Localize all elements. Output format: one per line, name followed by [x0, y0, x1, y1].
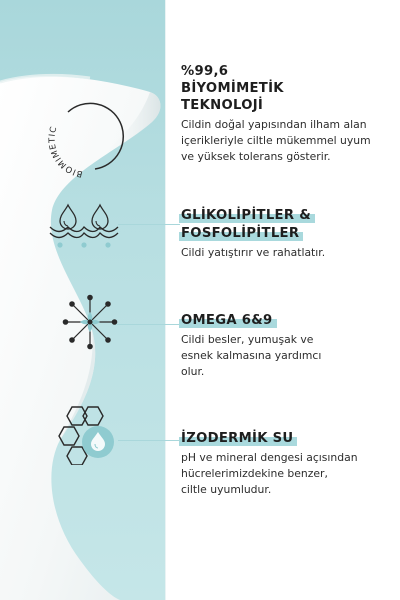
svg-text:BIOMIMETIC: [48, 125, 84, 179]
feature-lipids: [181, 206, 386, 261]
feature-desc-line: Cildin doğal yapısından ilham alan: [181, 118, 367, 131]
badge-text: BIOMIMETIC: [47, 125, 84, 179]
texture-panel: [0, 0, 165, 600]
feature-desc-line: olur.: [181, 365, 205, 378]
feature-desc-line: ve yüksek tolerans gösterir.: [181, 150, 331, 163]
feature-description: [181, 332, 386, 380]
feature-title-line: TEKNOLOJİ: [181, 98, 264, 113]
feature-title-line: OMEGA 6&9: [179, 311, 277, 329]
feature-title-line: GLİKOLİPİTLER &: [179, 206, 315, 224]
connector-line: [118, 440, 180, 441]
omega-flower-icon: [62, 294, 118, 350]
feature-desc-line: esnek kalmasına yardımcı: [181, 349, 322, 362]
feature-title-line: %99,6: [181, 64, 229, 79]
panel-divider: [165, 0, 166, 600]
feature-title-line: FOSFOLİPİTLER: [179, 224, 303, 242]
feature-title: [181, 311, 386, 329]
feature-title-line: İZODERMİK SU: [179, 429, 297, 447]
feature-desc-line: pH ve mineral dengesi açısından: [181, 451, 358, 464]
connector-line: [116, 324, 180, 325]
feature-description: [181, 117, 386, 165]
feature-desc-line: içerikleriyle ciltle mükemmel uyum: [181, 134, 371, 147]
hexagon-water-icon: [58, 405, 122, 465]
connector-line: [118, 224, 180, 225]
lipid-droplets-icon: [48, 203, 120, 249]
feature-description: [181, 450, 386, 498]
feature-isodermic-water: [181, 429, 386, 498]
feature-desc-line: Cildi yatıştırır ve rahatlatır.: [181, 246, 326, 259]
feature-description: [181, 245, 386, 261]
feature-biomimetic: [181, 63, 386, 165]
biomimetic-circle-icon: [40, 90, 135, 185]
feature-title-line: BİYOMİMETİK: [181, 81, 284, 96]
feature-omega: [181, 311, 386, 380]
feature-title: [181, 63, 386, 114]
feature-desc-line: ciltle uyumludur.: [181, 483, 272, 496]
feature-title: [181, 206, 386, 242]
feature-desc-line: Cildi besler, yumuşak ve: [181, 333, 314, 346]
feature-title: [181, 429, 386, 447]
feature-desc-line: hücrelerimizdekine benzer,: [181, 467, 328, 480]
